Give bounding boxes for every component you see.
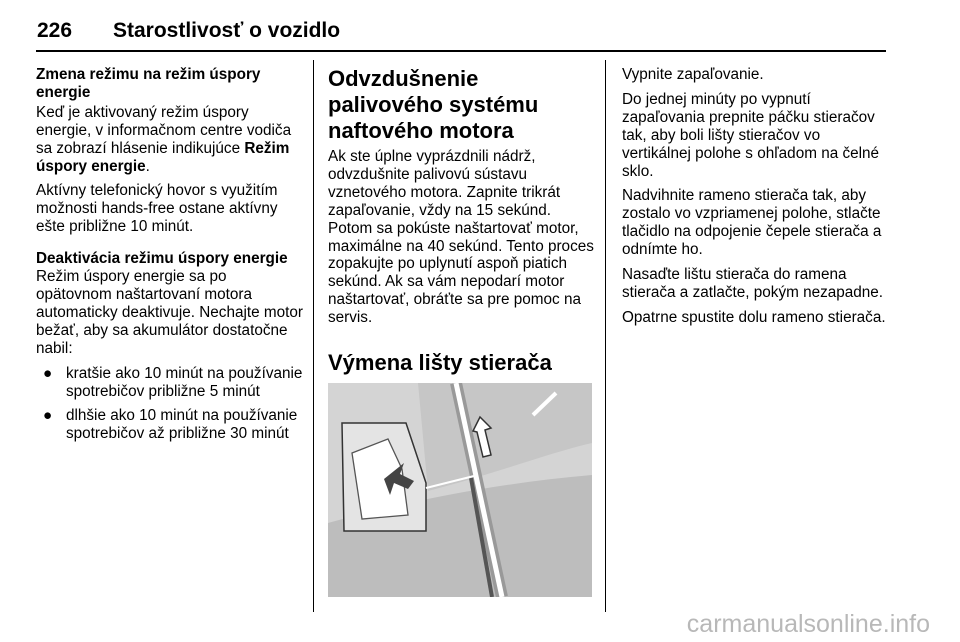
paragraph: Ak ste úplne vyprázdnili nádrž, odvzdušnite palivovú sústavu vznetového motora. Zapnite trikrát zapaľovanie, vždy na 15 sekúnd. Potom sa pokúste naštartovať motor, maximálne na 40 sekúnd. Tento proces zopakujte po uplynutí aspoň piatich sekúnd. Ak sa vám nepodarí motor naštartovať, obráťte sa pre pomoc na servis. — [328, 148, 594, 327]
paragraph: Aktívny telefonický hovor s využitím možnosti hands-free ostane aktívny ešte približne 10 minút. — [36, 182, 278, 236]
column-2 — [328, 66, 596, 411]
page-number: 226 — [37, 19, 73, 42]
section-heading-wiper-replacement: Výmena lišty stierača — [328, 350, 552, 376]
column-1 — [36, 66, 306, 450]
paragraph: Nasaďte lištu stierača do ramena stierača a zatlačte, pokým nezapadne. — [622, 266, 884, 301]
column-divider-2 — [605, 60, 606, 612]
bullet-list — [36, 365, 306, 444]
paragraph-end: . — [145, 157, 150, 175]
paragraph: Nadvihnite rameno stierača tak, aby zostalo vo vzpriamenej polohe, stlačte tlačidlo na odpojenie čepele stierača a odnímte ho. — [622, 187, 882, 259]
list-item-text: kratšie ako 10 minút na používanie spotrebičov približne 5 minút — [66, 364, 303, 400]
section-heading-power-saving: Zmena režimu na režim úspory energie — [36, 66, 261, 101]
bullet-icon: ● — [43, 364, 53, 382]
bullet-icon: ● — [43, 407, 53, 425]
subheading-deactivation: Deaktivácia režimu úspory energie — [36, 250, 288, 268]
list-item — [36, 365, 306, 401]
paragraph: Do jednej minúty po vypnutí zapaľovania prepnite páčku stieračov tak, aby boli lišty stieračov vo vertikálnej polohe s ohľadom na čelné sklo. — [622, 90, 880, 180]
list-item — [36, 407, 306, 443]
paragraph: Opatrne spustite dolu rameno stierača. — [622, 308, 886, 326]
list-item-text: dlhšie ako 10 minút na používanie spotrebičov až približne 30 minút — [66, 407, 298, 443]
paragraph: Režim úspory energie sa po opätovnom naštartovaní motora automaticky deaktivuje. Nechajte motor bežať, aby sa akumulátor dostatočne nabil: — [36, 268, 303, 357]
watermark: carmanualsonline.info — [686, 610, 930, 638]
column-3 — [622, 66, 892, 334]
wiper-illustration-drawing — [328, 383, 592, 597]
paragraph-text: Keď je aktivovaný režim úspory energie, v informačnom centre vodiča sa zobrazí hlásenie indikujúce — [36, 103, 292, 157]
page-header-title: Starostlivosť o vozidlo — [113, 19, 341, 42]
paragraph — [36, 104, 306, 176]
paragraph: Vypnite zapaľovanie. — [622, 66, 764, 83]
header-rule — [36, 50, 886, 52]
section-heading-fuel-bleed: Odvzdušnenie palivového systému naftového motora — [328, 66, 539, 143]
wiper-illustration — [328, 383, 592, 597]
column-divider-1 — [313, 60, 314, 612]
bold-term: Režim úspory energie — [36, 139, 290, 175]
